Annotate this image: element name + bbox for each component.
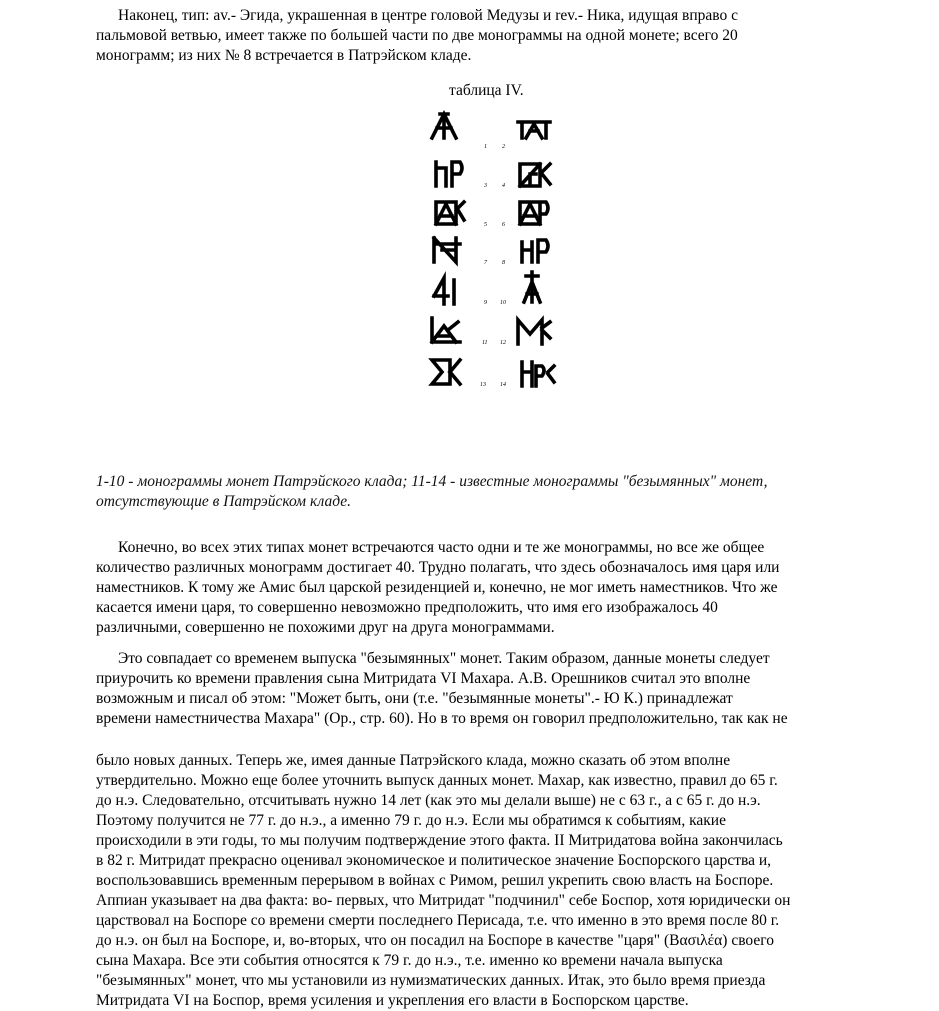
text-line: Аппиан указывает на два факта: во- первых, что Митридат "подчинил" себе Боспор, хотя юридически он	[96, 892, 791, 909]
caption-line: отсутствующие в Патрэйском кладе.	[96, 493, 351, 510]
text-line: времени наместничества Махара" (Ор., стр. 60). Но в то время он говорил предположительно, так как не	[96, 710, 788, 727]
text-line: "безымянных" монет, что мы установили из нумизматических данных. Итак, это было время приезда	[96, 972, 766, 989]
text-line: различными, совершенно не похожими друг на друга монограммами.	[96, 619, 555, 636]
text-line: до н.э. Следовательно, отсчитывать нужно 14 лет (как это мы делали выше) не с 63 г., а с 65 г. до н.э.	[96, 792, 761, 809]
text-line: сына Махара. Все эти события относятся к 79 г. до н.э., т.е. именно ко времени начала выпуска	[96, 952, 723, 969]
monogram-number: 7	[484, 260, 487, 266]
monogram-number: 6	[502, 222, 505, 228]
figure-caption	[96, 472, 767, 512]
paragraph-intro	[96, 6, 738, 66]
monogram-number: 14	[500, 382, 506, 388]
text-line: касается имени царя, то совершенно невозможно предположить, что имя его изображалось 40	[96, 599, 718, 616]
monogram-13	[432, 360, 460, 384]
monogram-number: 8	[502, 260, 505, 266]
monogram-5	[436, 202, 464, 224]
text-line: монограмм; из них № 8 встречается в Патрэйском кладе.	[96, 47, 472, 64]
monogram-14	[522, 362, 554, 386]
monogram-number: 12	[500, 340, 506, 346]
monogram-7	[434, 238, 460, 262]
text-line: царствовал на Боспоре со времени смерти последнего Перисада, т.е. что именно в это время после 80 г.	[96, 912, 780, 929]
monogram-number: 9	[484, 300, 487, 306]
text-line: до н.э. он был на Боспоре, и, во-вторых, что он посадил на Боспоре в качестве "царя" (Βασιλέα) своего	[96, 932, 774, 949]
caption-line: 1-10 - монограммы монет Патрэйского клада; 11-14 - известные монограммы "безымянных" монет,	[96, 473, 768, 490]
text-line: в 82 г. Митридат прекрасно оценивал экономическое и политическое значение Боспорского царства и,	[96, 852, 772, 869]
monogram-11	[432, 318, 460, 342]
text-line: происходили в эти годы, то мы получим подтверждение этого факта. II Митридатова война закончилась	[96, 832, 783, 849]
paragraph-monogram-count	[96, 538, 779, 638]
monogram-10	[524, 272, 540, 302]
monogram-number: 5	[484, 222, 487, 228]
text-line: Конечно, во всех этих типах монет встречаются часто одни и те же монограммы, но все же общее	[118, 539, 765, 556]
monogram-number: 10	[500, 300, 506, 306]
text-line: Митридата VI на Боспор, время усиления и укрепления его власти в Боспорском царстве.	[96, 992, 689, 1009]
monogram-6	[520, 202, 548, 224]
monogram-number: 11	[482, 340, 488, 346]
text-line: наместников. К тому же Амис был царской резиденцией и, конечно, не мог иметь наместников. Что же	[96, 579, 778, 596]
text-line: приурочить ко времени правления сына Митридата VI Махара. А.В. Орешников считал это вполне	[96, 670, 751, 687]
text-line: возможным и писал об этом: "Может быть, они (т.е. "безымянные монеты".- Ю К.) принадлежат	[96, 690, 733, 707]
monogram-number: 1	[484, 144, 487, 150]
text-line: Поэтому получится не 77 г. до н.э., а именно 79 г. до н.э. Если мы обратимся к событиям, какие	[96, 812, 726, 829]
monogram-9	[434, 278, 454, 304]
monogram-number: 13	[480, 382, 486, 388]
text-line: Наконец, тип: av.- Эгида, украшенная в центре головой Медузы и rev.- Ника, идущая вправо с	[118, 7, 739, 24]
table-title: таблица IV.	[449, 82, 524, 99]
paragraph-makhar-reign	[96, 649, 788, 729]
text-line: было новых данных. Теперь же, имея данные Патрэйского клада, можно сказать об этом вполне	[96, 752, 731, 769]
text-line: Это совпадает со временем выпуска "безымянных" монет. Таким образом, данные монеты следует	[118, 650, 770, 667]
monogram-table-figure	[420, 110, 590, 400]
text-line: утвердительно. Можно еще более уточнить выпуск данных монет. Махар, как известно, правил до 65 г.	[96, 772, 778, 789]
monogram-12	[518, 320, 550, 344]
paragraph-dating	[96, 751, 790, 1011]
monogram-number: 4	[502, 183, 505, 189]
monogram-1	[432, 114, 456, 138]
text-line: количество различных монограмм достигает 40. Трудно полагать, что здесь обозначалось имя царя или	[96, 559, 780, 576]
text-line: воспользовавшись временным перерывом в войнах с Римом, решил укрепить свою власть на Боспоре.	[96, 872, 774, 889]
monogram-8	[522, 240, 548, 262]
monogram-table-svg	[420, 110, 590, 400]
monogram-2	[518, 122, 550, 138]
monogram-number: 2	[502, 144, 505, 150]
monogram-3	[436, 162, 462, 186]
monogram-4	[520, 164, 550, 186]
text-line: пальмовой ветвью, имеет также по большей части по две монограммы на одной монете; всего 20	[96, 27, 738, 44]
monogram-number: 3	[484, 183, 487, 189]
